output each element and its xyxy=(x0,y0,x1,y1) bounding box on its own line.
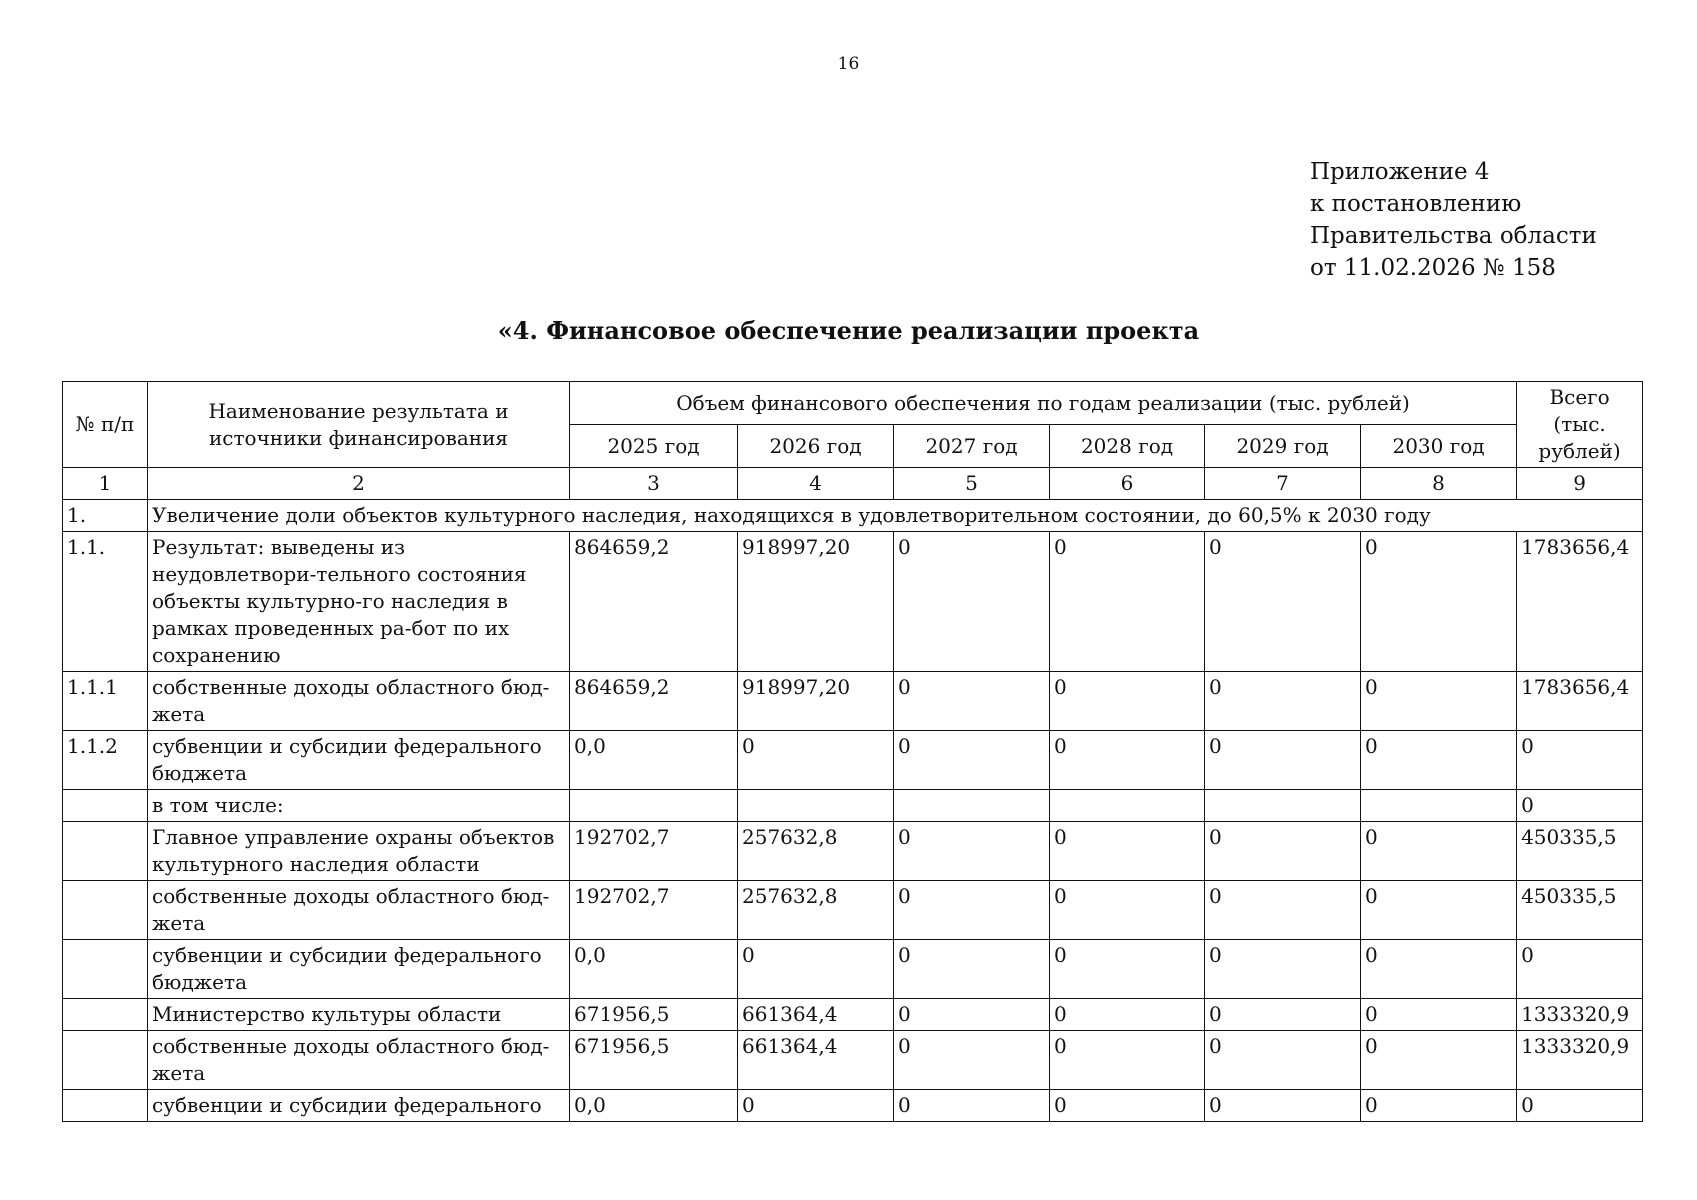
value-2026: 661364,4 xyxy=(738,999,894,1031)
table-row xyxy=(63,999,1643,1031)
value-2025: 0,0 xyxy=(570,940,738,999)
value-2025: 192702,7 xyxy=(570,881,738,940)
value-2029: 0 xyxy=(1205,881,1361,940)
row-number xyxy=(63,822,148,881)
value-2028: 0 xyxy=(1050,999,1205,1031)
value-2030: 0 xyxy=(1361,822,1517,881)
row-name: Результат: выведены из неудовлетвори-тельного состояния объекты культурно-го наследия в рамках проведенных ра-бот по их сохранению xyxy=(148,532,570,672)
value-2029: 0 xyxy=(1205,672,1361,731)
row-name: в том числе: xyxy=(148,790,570,822)
value-2025: 192702,7 xyxy=(570,822,738,881)
value-2030: 0 xyxy=(1361,940,1517,999)
value-2029: 0 xyxy=(1205,1090,1361,1122)
value-2029: 0 xyxy=(1205,1031,1361,1090)
value-2030 xyxy=(1361,790,1517,822)
value-2027: 0 xyxy=(894,940,1050,999)
value-2026: 661364,4 xyxy=(738,1031,894,1090)
table-row xyxy=(63,1090,1643,1122)
appendix-line: Правительства области xyxy=(1310,223,1597,249)
value-2030: 0 xyxy=(1361,672,1517,731)
column-number: 8 xyxy=(1361,468,1517,500)
value-2026: 918997,20 xyxy=(738,532,894,672)
value-2026: 257632,8 xyxy=(738,822,894,881)
financing-table xyxy=(62,381,1643,1122)
row-total: 0 xyxy=(1517,1090,1643,1122)
table-row xyxy=(63,822,1643,881)
value-2028: 0 xyxy=(1050,1090,1205,1122)
row-name: субвенции и субсидии федерального xyxy=(148,1090,570,1122)
row-total: 1333320,9 xyxy=(1517,1031,1643,1090)
value-2030: 0 xyxy=(1361,532,1517,672)
column-number: 6 xyxy=(1050,468,1205,500)
row-total: 450335,5 xyxy=(1517,881,1643,940)
row-number xyxy=(63,881,148,940)
row-total: 1783656,4 xyxy=(1517,672,1643,731)
row-name: собственные доходы областного бюд-жета xyxy=(148,672,570,731)
column-number: 7 xyxy=(1205,468,1361,500)
value-2027 xyxy=(894,790,1050,822)
value-2028 xyxy=(1050,790,1205,822)
value-2028: 0 xyxy=(1050,822,1205,881)
value-2026: 0 xyxy=(738,940,894,999)
row-total: 0 xyxy=(1517,940,1643,999)
value-2025 xyxy=(570,790,738,822)
section-row xyxy=(63,500,1643,532)
value-2027: 0 xyxy=(894,532,1050,672)
value-2025: 864659,2 xyxy=(570,532,738,672)
row-number xyxy=(63,1090,148,1122)
row-total: 450335,5 xyxy=(1517,822,1643,881)
row-name: субвенции и субсидии федерального бюджета xyxy=(148,940,570,999)
value-2026: 0 xyxy=(738,1090,894,1122)
header-year: 2029 год xyxy=(1205,425,1361,468)
row-name: собственные доходы областного бюд-жета xyxy=(148,1031,570,1090)
value-2028: 0 xyxy=(1050,1031,1205,1090)
header-number: № п/п xyxy=(63,382,148,468)
section-number: 1. xyxy=(63,500,148,532)
value-2029: 0 xyxy=(1205,532,1361,672)
row-total: 1783656,4 xyxy=(1517,532,1643,672)
value-2027: 0 xyxy=(894,672,1050,731)
value-2027: 0 xyxy=(894,999,1050,1031)
table-row xyxy=(63,731,1643,790)
header-volume: Объем финансового обеспечения по годам реализации (тыс. рублей) xyxy=(570,382,1517,425)
value-2029: 0 xyxy=(1205,822,1361,881)
value-2028: 0 xyxy=(1050,940,1205,999)
value-2030: 0 xyxy=(1361,999,1517,1031)
value-2029: 0 xyxy=(1205,999,1361,1031)
table-row xyxy=(63,532,1643,672)
table-row xyxy=(63,790,1643,822)
value-2028: 0 xyxy=(1050,532,1205,672)
value-2030: 0 xyxy=(1361,1090,1517,1122)
header-year: 2030 год xyxy=(1361,425,1517,468)
row-number: 1.1.2 xyxy=(63,731,148,790)
header-total: Всего (тыс. рублей) xyxy=(1517,382,1643,468)
value-2030: 0 xyxy=(1361,881,1517,940)
value-2029 xyxy=(1205,790,1361,822)
header-year: 2028 год xyxy=(1050,425,1205,468)
table-row xyxy=(63,1031,1643,1090)
header-year: 2026 год xyxy=(738,425,894,468)
value-2025: 864659,2 xyxy=(570,672,738,731)
value-2028: 0 xyxy=(1050,881,1205,940)
value-2027: 0 xyxy=(894,822,1050,881)
page-number: 16 xyxy=(837,54,860,74)
appendix-block xyxy=(1310,156,1597,284)
column-number-row xyxy=(63,468,1643,500)
value-2028: 0 xyxy=(1050,731,1205,790)
column-number: 9 xyxy=(1517,468,1643,500)
column-number: 2 xyxy=(148,468,570,500)
column-number: 1 xyxy=(63,468,148,500)
row-number xyxy=(63,999,148,1031)
column-number: 3 xyxy=(570,468,738,500)
table-row xyxy=(63,940,1643,999)
appendix-line: от 11.02.2026 № 158 xyxy=(1310,255,1556,281)
row-total: 0 xyxy=(1517,790,1643,822)
value-2029: 0 xyxy=(1205,731,1361,790)
value-2030: 0 xyxy=(1361,731,1517,790)
header-name: Наименование результата и источники финансирования xyxy=(148,382,570,468)
value-2030: 0 xyxy=(1361,1031,1517,1090)
table-row xyxy=(63,672,1643,731)
value-2025: 671956,5 xyxy=(570,1031,738,1090)
row-name: субвенции и субсидии федерального бюджета xyxy=(148,731,570,790)
value-2027: 0 xyxy=(894,731,1050,790)
value-2027: 0 xyxy=(894,1090,1050,1122)
value-2025: 671956,5 xyxy=(570,999,738,1031)
appendix-line: к постановлению xyxy=(1310,191,1522,217)
value-2027: 0 xyxy=(894,1031,1050,1090)
row-number xyxy=(63,940,148,999)
value-2029: 0 xyxy=(1205,940,1361,999)
section-title: Увеличение доли объектов культурного наследия, находящихся в удовлетворительном состоянии, до 60,5% к 2030 году xyxy=(148,500,1643,532)
row-number: 1.1.1 xyxy=(63,672,148,731)
value-2026: 0 xyxy=(738,731,894,790)
column-number: 4 xyxy=(738,468,894,500)
value-2026 xyxy=(738,790,894,822)
header-year: 2025 год xyxy=(570,425,738,468)
value-2027: 0 xyxy=(894,881,1050,940)
row-total: 0 xyxy=(1517,731,1643,790)
row-name: Министерство культуры области xyxy=(148,999,570,1031)
header-year: 2027 год xyxy=(894,425,1050,468)
row-name: собственные доходы областного бюд-жета xyxy=(148,881,570,940)
row-number xyxy=(63,1031,148,1090)
row-number xyxy=(63,790,148,822)
column-number: 5 xyxy=(894,468,1050,500)
value-2028: 0 xyxy=(1050,672,1205,731)
table-row xyxy=(63,881,1643,940)
value-2026: 257632,8 xyxy=(738,881,894,940)
row-total: 1333320,9 xyxy=(1517,999,1643,1031)
document-title: «4. Финансовое обеспечение реализации проекта xyxy=(497,316,1200,345)
appendix-line: Приложение 4 xyxy=(1310,159,1490,185)
value-2026: 918997,20 xyxy=(738,672,894,731)
value-2025: 0,0 xyxy=(570,1090,738,1122)
row-name: Главное управление охраны объектов культурного наследия области xyxy=(148,822,570,881)
row-number: 1.1. xyxy=(63,532,148,672)
value-2025: 0,0 xyxy=(570,731,738,790)
